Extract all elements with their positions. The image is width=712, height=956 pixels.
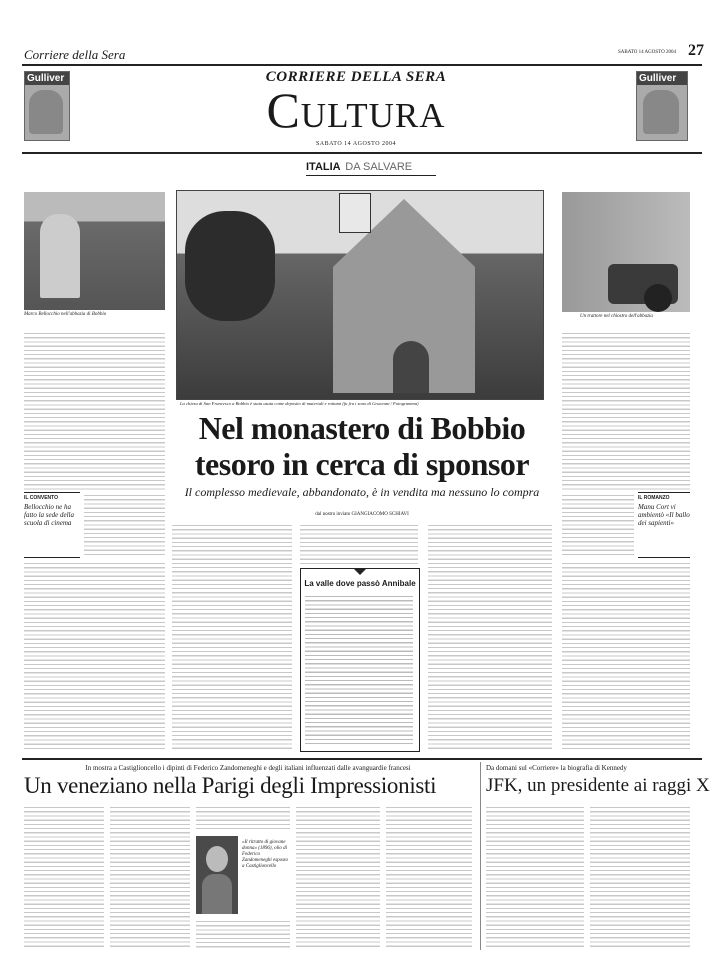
box-left-title: IL CONVENTO [24, 495, 58, 501]
promo-right[interactable] [636, 71, 688, 141]
section-rule [22, 152, 702, 154]
promo-right-image [643, 90, 679, 134]
top-rule [22, 64, 702, 66]
sidebar-text [305, 593, 413, 745]
kicker-sub: DA SALVARE [345, 161, 413, 173]
kicker-rule [306, 175, 436, 176]
bottom-divider [480, 762, 481, 950]
box-left-text: Bellocchio ne ha fatto la sede della scuola di cinema [24, 503, 74, 527]
bottom-right-headline: JFK, un presidente ai raggi X [486, 775, 710, 796]
article-col-1-mid [84, 492, 165, 556]
bottom-rule [22, 758, 702, 760]
promo-left[interactable] [24, 71, 70, 141]
box-right-text: Manu Cort vi ambientò «Il ballo dei sapienti» [638, 503, 690, 527]
logo: CORRIERE DELLA SERA [265, 69, 447, 85]
byline: dal nostro inviato GIANGIACOMO SCHIAVI [315, 512, 409, 517]
page-number: 27 [688, 42, 704, 59]
bottom-left-col-1 [24, 804, 104, 948]
box-right [638, 492, 690, 558]
promo-left-title: Gulliver [25, 72, 69, 85]
caption-right: Un trattore nel chiostro dell'abbazia [580, 314, 653, 319]
article-col-1-bottom [24, 560, 165, 750]
caption-center: La chiesa di San Francesco a Bobbio è stata usata come deposito di materiali e rottami (fu fra i sono di Graceani / Fotogramma) [180, 401, 419, 406]
bottom-left-col-4 [296, 804, 380, 948]
box-left [24, 492, 80, 558]
bottom-left-col-2 [110, 804, 190, 948]
church-door [393, 341, 429, 393]
portrait-face [206, 846, 228, 872]
date-center: SABATO 14 AGOSTO 2004 [315, 141, 397, 147]
kicker [306, 161, 456, 173]
portrait-caption: «Il ritratto di giovane donna» (1896), olio di Federico Zandomeneghi esposto a Castiglioncello [242, 840, 288, 869]
subhead: Il complesso medievale, abbandonato, è in vendita ma nessuno lo compra [184, 485, 540, 499]
photo-right [562, 192, 690, 312]
portrait-photo [196, 836, 238, 914]
bottom-left-col-5 [386, 804, 472, 948]
caption-left: Marco Bellocchio nell'abbazia di Bobbio [24, 312, 107, 317]
bottom-right-col-1 [486, 804, 584, 948]
bottom-left-col-3-top [196, 804, 290, 832]
photo-center [176, 190, 544, 400]
tractor-wheel [644, 284, 672, 312]
article-col-2 [172, 522, 292, 750]
article-col-1-top [24, 330, 165, 490]
promo-right-title: Gulliver [637, 72, 687, 85]
bottom-left-col-3-bottom [196, 918, 290, 948]
sidebar-box [300, 568, 420, 752]
bottom-right-col-2 [590, 804, 690, 948]
article-col-5-mid [562, 492, 634, 556]
portrait-body [202, 874, 232, 914]
heritage-emblem [339, 193, 371, 233]
date-top: SABATO 14 AGOSTO 2004 [617, 50, 676, 55]
article-col-5-top [562, 330, 690, 490]
sidebar-arrow-icon [353, 568, 367, 575]
section-title: Cultura [266, 82, 446, 138]
tree [185, 211, 275, 321]
photo-left [24, 192, 165, 310]
bottom-left-headline: Un veneziano nella Parigi degli Impressionisti [24, 773, 437, 798]
sidebar-title: La valle dove passò Annibale [304, 579, 416, 588]
headline-line-2: tesoro in cerca di sponsor [194, 446, 530, 482]
kicker-text: ITALIA [306, 161, 341, 173]
article-col-5-bottom [562, 560, 690, 750]
bottom-right-overline: Da domani sul «Corriere» la biografia di Kennedy [486, 764, 627, 772]
promo-left-image [29, 90, 63, 134]
article-col-4 [428, 522, 552, 750]
bottom-left-overline: In mostra a Castiglioncello i dipinti di Federico Zandomeneghi e degli italiani influenzati dalle avanguardie francesi [85, 764, 411, 772]
box-right-title: IL ROMANZO [638, 495, 670, 501]
headline-line-1: Nel monastero di Bobbio [198, 410, 526, 446]
person-figure [40, 214, 80, 298]
article-col-3-top [300, 522, 418, 566]
paper-name: Corriere della Sera [24, 47, 126, 62]
